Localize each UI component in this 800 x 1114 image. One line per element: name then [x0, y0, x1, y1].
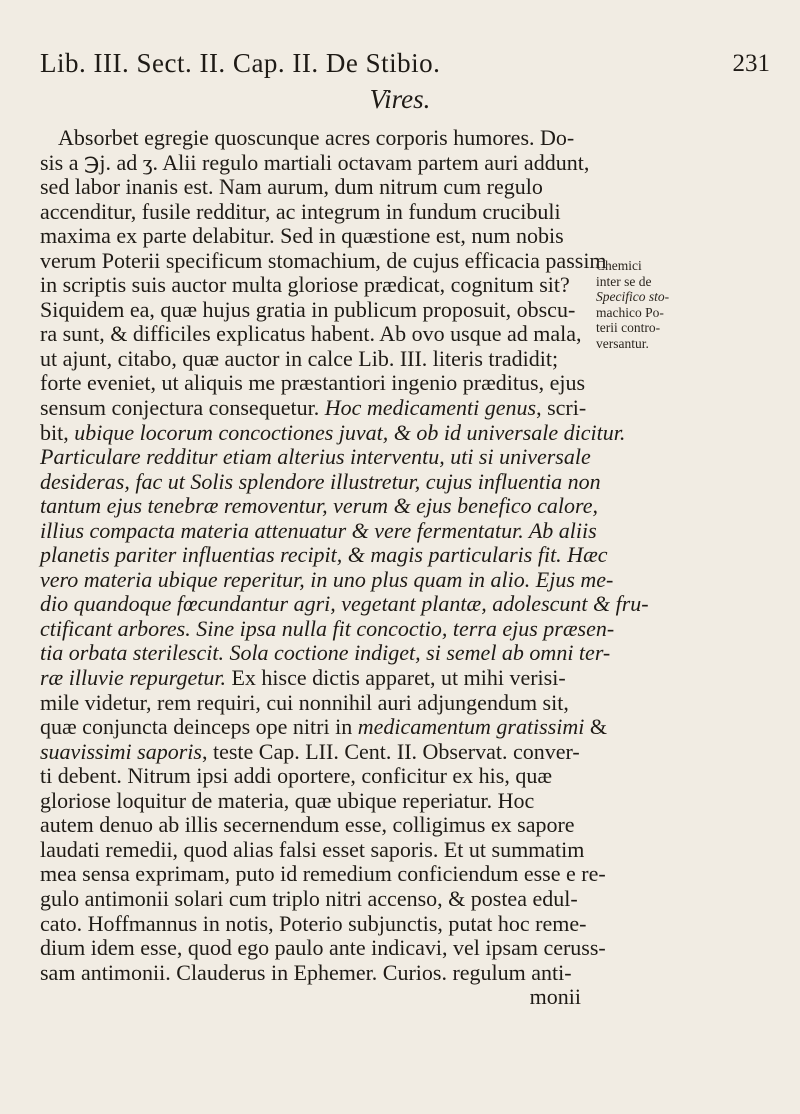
text-line — [40, 273, 585, 298]
text-segment: verum Poterii specificum stomachium, de cujus efficacia passim — [40, 247, 607, 273]
text-segment: quæ conjuncta deinceps ope nitri in — [40, 714, 358, 740]
text-line — [40, 247, 607, 274]
text-line — [40, 591, 649, 617]
text-line — [40, 468, 601, 495]
text-line — [40, 789, 585, 814]
margin-note-line: inter se de — [596, 273, 652, 289]
italic-text-segment: illius compacta materia attenuatur & vere fermentatur. Ab aliis — [40, 517, 597, 543]
margin-note-line: terii contro- — [596, 320, 661, 335]
margin-note-line: versantur. — [596, 335, 649, 351]
italic-text-segment: tia orbata sterilescit. Sola coctione indiget, si semel ab omni ter- — [40, 640, 611, 666]
text-segment: Absorbet egregie quoscunque acres corporis humores. Do- — [58, 125, 575, 150]
text-segment: monii — [529, 984, 581, 1010]
text-segment: maxima ex parte delabitur. Sed in quæstione est, num nobis — [40, 223, 564, 249]
text-segment: ra sunt, & difficiles explicatus habent. Ab ovo usque ad mala, — [40, 321, 582, 347]
margin-note — [596, 258, 716, 351]
text-line — [40, 714, 608, 740]
text-line — [40, 298, 585, 323]
italic-text-segment: medicamentum gratissimi — [357, 714, 585, 740]
text-line — [40, 542, 608, 568]
italic-text-segment: vero materia ubique reperitur, in uno plus quam in alio. Ejus me- — [40, 566, 614, 592]
text-line — [40, 566, 614, 593]
text-line — [40, 912, 585, 937]
text-line — [40, 371, 585, 396]
text-line — [40, 347, 585, 372]
text-line — [40, 175, 585, 200]
italic-text-segment: tantum ejus tenebræ removentur, verum & ejus benefico calore, — [40, 493, 599, 519]
text-line — [40, 126, 585, 151]
text-line — [40, 740, 585, 765]
text-segment: sis a ℈j. ad ʒ. Alii regulo martiali octavam partem auri addunt, — [40, 149, 590, 175]
text-segment: bit, — [40, 419, 75, 445]
text-segment: , teste Cap. LII. Cent. II. Observat. conver- — [201, 738, 580, 764]
italic-text-segment: ctificant arbores. Sine ipsa nulla fit concoctio, terra ejus præsen- — [40, 615, 615, 641]
text-line — [40, 200, 585, 225]
text-segment: mile videtur, rem requiri, cui nonnihil auri adjungendum sit, — [40, 689, 569, 715]
text-line — [40, 517, 597, 544]
text-line — [40, 640, 611, 666]
page-number: 231 — [732, 50, 770, 77]
text-segment: accenditur, fusile redditur, ac integrum in fundum crucibuli — [40, 198, 561, 224]
text-segment: sed labor inanis est. Nam aurum, dum nitrum cum regulo — [40, 174, 543, 200]
italic-text-segment: Particulare redditur etiam alterius interventu, uti si universale — [40, 444, 591, 470]
text-segment: & — [584, 714, 608, 740]
italic-text-segment: suavissimi saporis — [40, 738, 202, 764]
text-line — [40, 961, 585, 986]
text-line — [40, 224, 585, 249]
text-line — [40, 444, 591, 470]
text-segment: sensum conjectura consequetur. — [40, 395, 325, 421]
text-segment: dium idem esse, quod ego paulo ante indicavi, vel ipsam ceruss- — [40, 935, 606, 961]
italic-text-segment: Hoc medicamenti genus — [324, 395, 537, 421]
text-line — [40, 666, 585, 691]
text-segment: forte eveniet, ut aliquis me præstantiori ingenio præditus, ejus — [40, 370, 586, 396]
text-segment: autem denuo ab illis secernendum esse, colligimus ex sapore — [40, 812, 575, 838]
text-line — [40, 493, 599, 519]
italic-text-segment: planetis pariter influentias recipit, & magis particularis fit. Hæc — [40, 542, 608, 568]
margin-note-line: machico Po- — [596, 304, 664, 320]
text-line — [40, 764, 585, 789]
text-segment: gloriose loquitur de materia, quæ ubique reperiatur. Hoc — [40, 787, 535, 813]
text-segment: ut ajunt, citabo, quæ auctor in calce Lib. III. literis tradidit; — [40, 345, 559, 371]
section-title: Vires. — [369, 84, 431, 114]
text-line — [40, 149, 590, 176]
text-line — [40, 322, 585, 347]
text-line — [40, 615, 615, 642]
text-line — [40, 861, 606, 887]
text-segment: cato. Hoffmannus in notis, Poterio subjunctis, putat hoc reme- — [40, 910, 587, 936]
italic-text-segment: desideras, fac ut Solis splendore illustretur, cujus influentia non — [40, 468, 601, 494]
page-header — [40, 48, 770, 84]
text-segment: Ex hisce dictis apparet, ut mihi verisi- — [225, 665, 566, 691]
text-segment: in scriptis suis auctor multa gloriose prædicat, cognitum sit? — [40, 272, 570, 298]
text-segment: sam antimonii. Clauderus in Ephemer. Curios. regulum anti- — [40, 959, 572, 985]
text-segment: gulo antimonii solari cum triplo nitri accenso, & postea edul- — [40, 885, 578, 911]
text-segment: Siquidem ea, quæ hujus gratia in publicum proposuit, obscu- — [40, 296, 576, 322]
text-line — [40, 396, 585, 421]
text-segment: , scri- — [536, 395, 587, 421]
text-line — [40, 935, 606, 961]
margin-note-line: Specifico sto- — [596, 289, 670, 304]
running-head: Lib. III. Sect. II. Cap. II. De Stibio. — [40, 48, 441, 78]
text-segment: ti debent. Nitrum ipsi addi oportere, conficitur ex his, quæ — [40, 763, 553, 789]
text-line — [40, 813, 585, 838]
text-line — [40, 691, 585, 716]
margin-note-line: Chemici — [596, 258, 642, 273]
italic-text-segment: ræ illuvie repurgetur. — [40, 665, 226, 691]
text-line — [40, 985, 585, 1010]
italic-text-segment: dio quandoque fœcundantur agri, vegetant plantæ, adolescunt & fru- — [40, 591, 649, 617]
text-line — [40, 419, 626, 446]
text-line — [40, 838, 585, 863]
text-line — [40, 887, 585, 912]
italic-text-segment: ubique locorum concoctiones juvat, & ob id universale dicitur. — [74, 419, 626, 445]
text-segment: laudati remedii, quod alias falsi esset saporis. Et ut summatim — [40, 836, 585, 862]
text-segment: mea sensa exprimam, puto id remedium conficiendum esse e re- — [40, 861, 606, 887]
